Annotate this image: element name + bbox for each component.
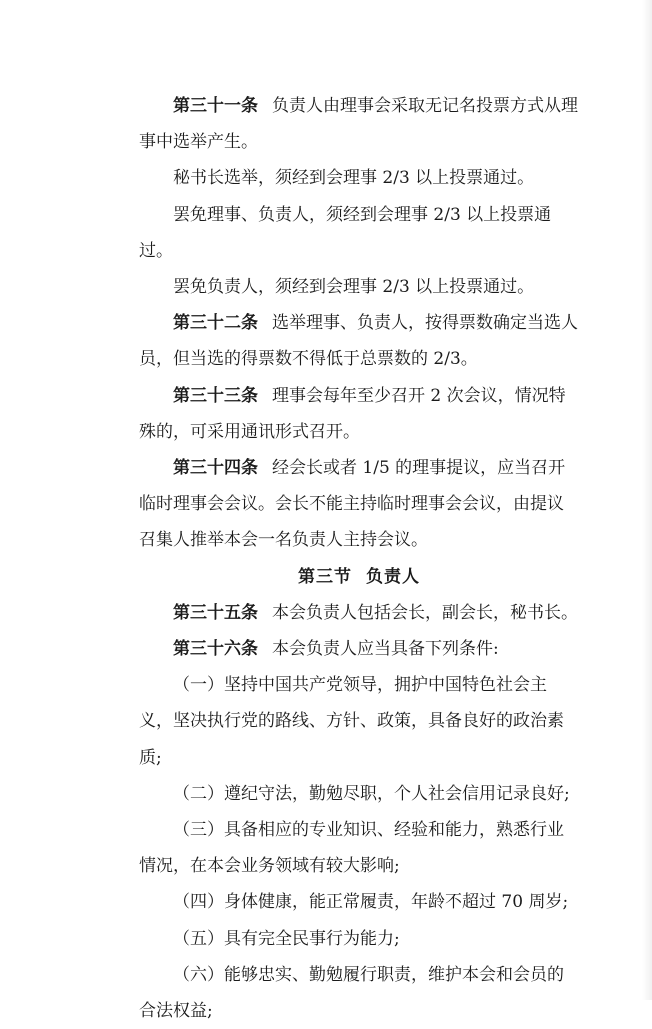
article-number: 第三十六条	[173, 639, 258, 660]
list-item: （四）身体健康，能正常履责，年龄不超过 70 周岁;	[173, 892, 569, 913]
list-item: （三）具备相应的专业知识、经验和能力，熟悉行业情况，在本会业务领域有较大影响;	[139, 820, 564, 877]
article-text: 选举理事、负责人，按得票数确定当选人员，但当选的得票数不得低于总票数的 2/3。	[139, 313, 578, 370]
article-36	[139, 631, 579, 667]
article-number: 第三十一条	[173, 96, 258, 116]
paragraph: 罢免负责人，须经到会理事 2/3 以上投票通过。	[173, 277, 535, 298]
article-text: 理事会每年至少召开 2 次会议，情况特殊的，可采用通讯形式召开。	[139, 385, 566, 442]
page-edge-shadow	[642, 0, 652, 1000]
list-item: （六）能够忠实、勤勉履行职责，维护本会和会员的合法权益;	[139, 964, 564, 1022]
section-title-text: 负责人	[366, 566, 420, 587]
article-number: 第三十三条	[173, 385, 258, 406]
list-item: （五）具有完全民事行为能力;	[173, 928, 400, 949]
list-item: （二）遵纪守法，勤勉尽职，个人社会信用记录良好;	[173, 783, 570, 804]
paragraph: 秘书长选举，须经到会理事 2/3 以上投票通过。	[173, 168, 535, 189]
list-item: （一）坚持中国共产党领导，拥护中国特色社会主义，坚决执行党的路线、方针、政策，具备良好的政治素质;	[139, 675, 564, 768]
article-31	[139, 88, 579, 160]
article-number: 第三十二条	[173, 313, 258, 334]
section-heading	[139, 559, 579, 595]
article-text: 经会长或者 1/5 的理事提议，应当召开临时理事会会议。会长不能主持临时理事会会议，由提议召集人推举本会一名负责人主持会议。	[139, 458, 566, 551]
article-35	[139, 595, 579, 631]
article-text: 本会负责人包括会长，副会长，秘书长。	[272, 602, 578, 623]
section-number: 第三节	[298, 566, 352, 587]
article-33	[139, 378, 579, 450]
article-text: 负责人由理事会采取无记名投票方式从理事中选举产生。	[139, 96, 578, 153]
document-body	[139, 88, 579, 1029]
article-32	[139, 305, 579, 377]
article-number: 第三十五条	[173, 602, 258, 623]
article-number: 第三十四条	[173, 458, 258, 479]
paragraph: 罢免理事、负责人，须经到会理事 2/3 以上投票通过。	[139, 204, 552, 261]
article-34	[139, 450, 579, 559]
article-text: 本会负责人应当具备下列条件:	[272, 639, 499, 660]
